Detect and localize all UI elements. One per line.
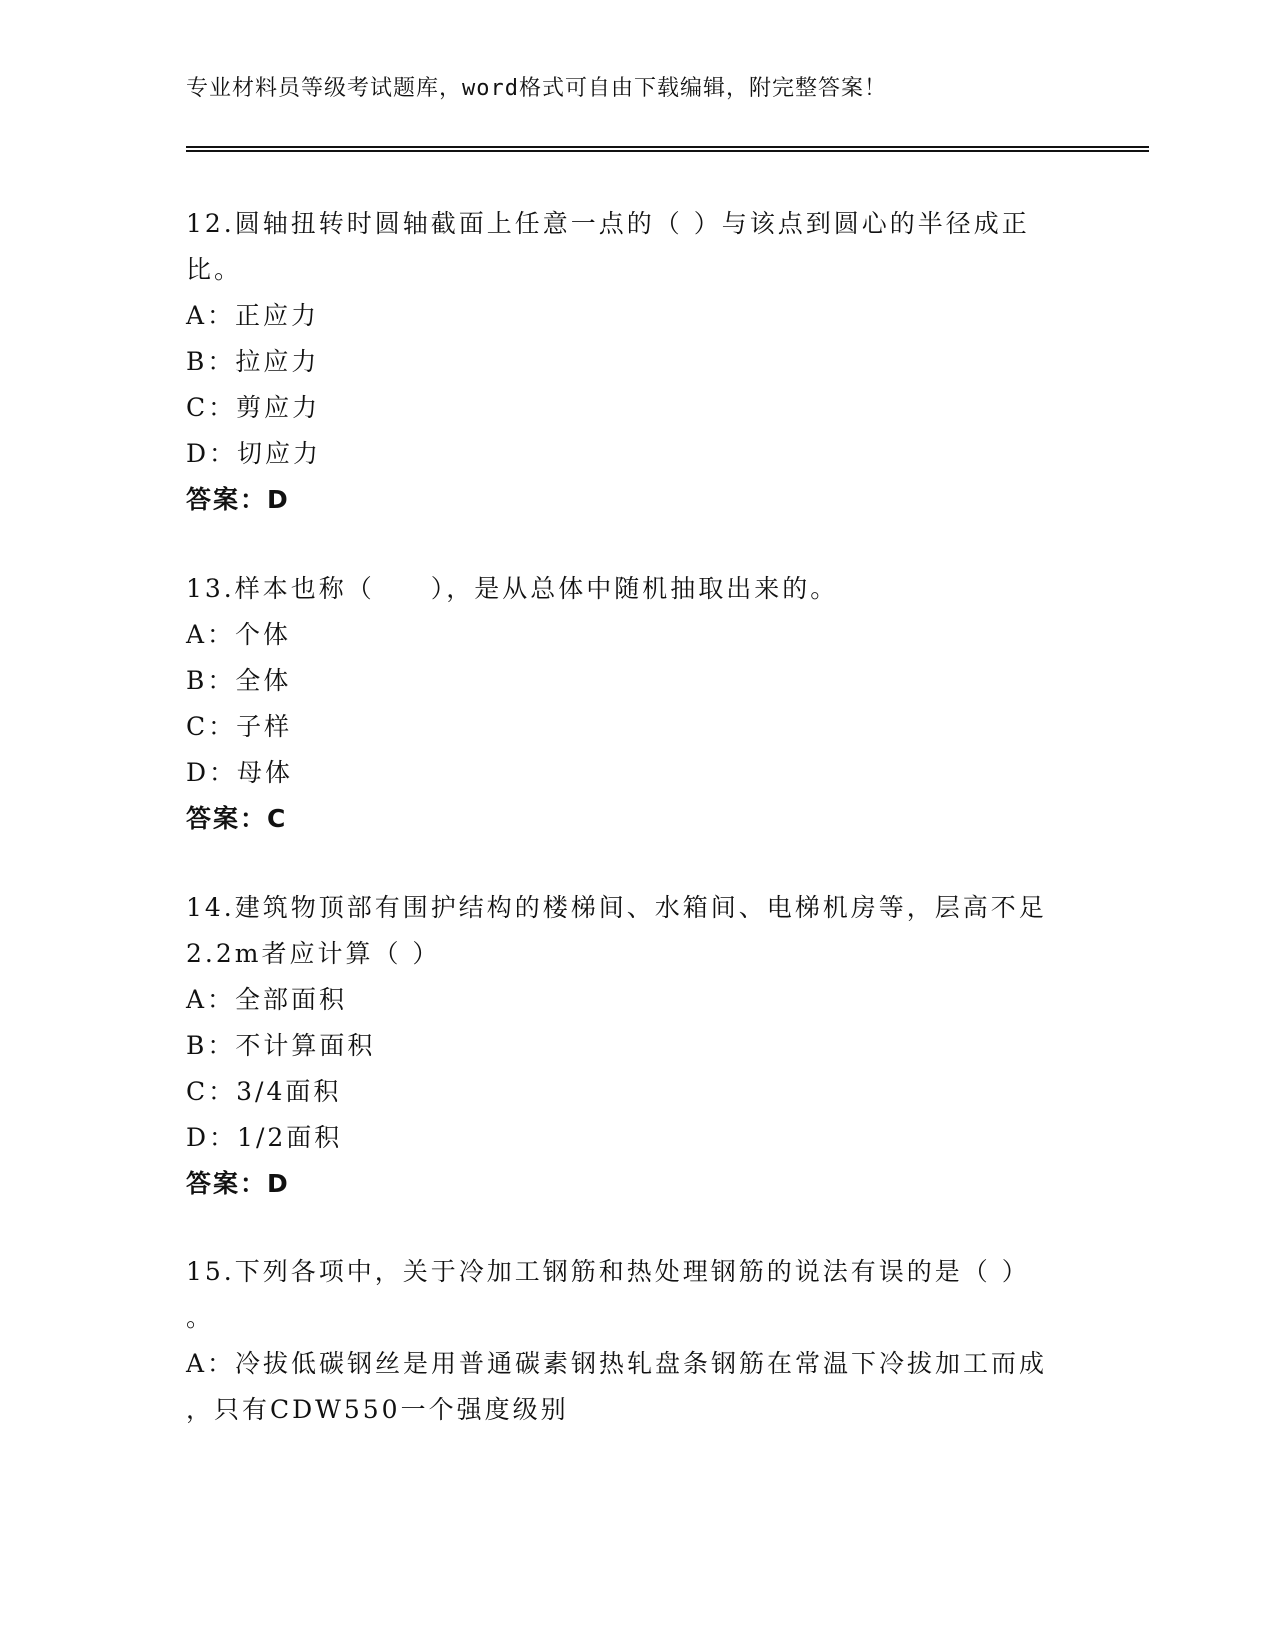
option-d: D：1/2面积 xyxy=(186,1123,343,1152)
option-b: B：拉应力 xyxy=(186,347,320,376)
option-a: A：冷拔低碳钢丝是用普通碳素钢热轧盘条钢筋在常温下冷拔加工而成 xyxy=(186,1349,1048,1378)
answer-label: 答案：C xyxy=(186,804,288,833)
question-stem-line: 14.建筑物顶部有围护结构的楼梯间、水箱间、电梯机房等，层高不足 xyxy=(186,893,1047,922)
option-d: D：母体 xyxy=(186,758,294,787)
option-a: A：全部面积 xyxy=(186,985,348,1014)
option-c: C：子样 xyxy=(186,712,293,741)
question-12 xyxy=(186,201,1086,523)
option-c: C：剪应力 xyxy=(186,393,321,422)
option-b: B：不计算面积 xyxy=(186,1031,376,1060)
question-stem-line: 。 xyxy=(186,1303,215,1332)
answer-label: 答案：D xyxy=(186,1169,290,1198)
option-a-continued: ，只有CDW550一个强度级别 xyxy=(186,1395,569,1424)
question-stem-line: 比。 xyxy=(186,255,243,284)
question-13 xyxy=(186,566,1086,842)
option-a: A：正应力 xyxy=(186,301,320,330)
header-rule-top xyxy=(186,146,1149,148)
page-header: 专业材料员等级考试题库，word格式可自由下载编辑，附完整答案！ xyxy=(186,76,887,101)
answer-label: 答案：D xyxy=(186,485,290,514)
header-rule-bottom xyxy=(186,150,1149,152)
option-d: D：切应力 xyxy=(186,439,322,468)
option-c: C：3/4面积 xyxy=(186,1077,342,1106)
option-b: B：全体 xyxy=(186,666,292,695)
question-stem-line: 2.2m者应计算（ ） xyxy=(186,939,441,968)
question-14 xyxy=(186,885,1086,1207)
question-stem-line: 12.圆轴扭转时圆轴截面上任意一点的（ ）与该点到圆心的半径成正 xyxy=(186,209,1030,238)
question-15 xyxy=(186,1249,1086,1433)
option-a: A：个体 xyxy=(186,620,292,649)
question-stem-line: 13.样本也称（ ），是从总体中随机抽取出来的。 xyxy=(186,574,839,603)
question-stem-line: 15.下列各项中，关于冷加工钢筋和热处理钢筋的说法有误的是（ ） xyxy=(186,1257,1030,1286)
